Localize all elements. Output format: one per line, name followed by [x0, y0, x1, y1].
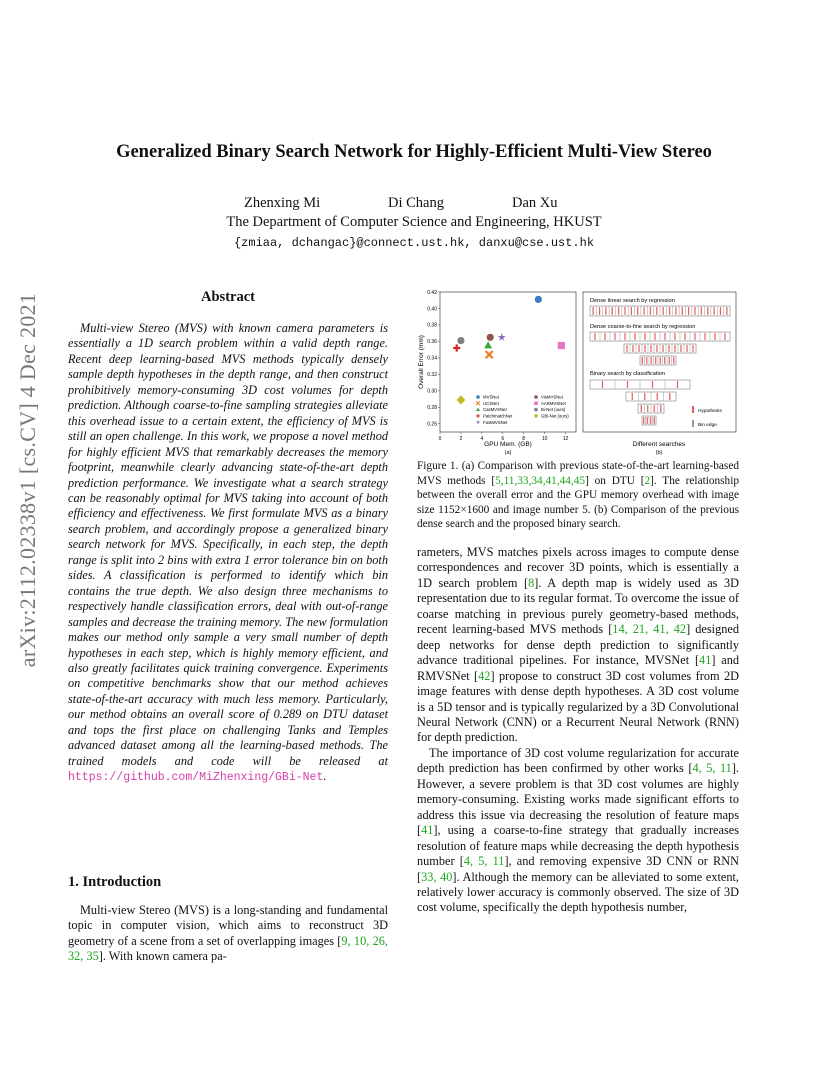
hypothesis-mark	[662, 345, 663, 352]
y-tick-group	[427, 290, 440, 428]
citation-link[interactable]: 2	[644, 474, 651, 487]
legend-label: PatchmatchNet	[483, 413, 513, 419]
author-name: Di Chang	[388, 195, 444, 211]
hypothesis-mark	[680, 345, 681, 352]
dense-search-label: Dense linear search by regression	[590, 298, 675, 304]
legend-marker	[534, 414, 538, 419]
text-run: ], and removing expensive 3D CNN or RNN [	[417, 854, 739, 884]
text-run: ], using a coarse-to-fine strategy that gradually increases resolution of feature maps while decreasing the depth hypothesis number [	[417, 823, 739, 869]
text-run: ]. However, a severe problem is that 3D cost volumes are highly memory-consuming. Existing works made significant efforts to address this issue via decreasing the resolution of feature maps [	[417, 761, 739, 838]
paper-title: Generalized Binary Search Network for Highly-Efficient Multi-View Stereo	[116, 142, 712, 162]
hypothesis-mark	[720, 307, 721, 315]
hypothesis-mark	[602, 381, 603, 388]
text-run: ]. With known camera pa-	[98, 949, 227, 964]
hypothesis-mark	[726, 307, 727, 315]
hypothesis-mark	[614, 333, 615, 340]
hypothesis-legend-label: Hypothesis	[698, 409, 722, 414]
hypothesis-mark	[650, 307, 651, 315]
figure-1	[414, 289, 740, 459]
text-run: ] on DTU [	[585, 474, 645, 487]
affiliation: The Department of Computer Science and Engineering, HKUST	[226, 214, 602, 230]
x-tick-label: 2	[459, 436, 463, 442]
intro-column	[68, 903, 388, 965]
hypothesis-mark	[632, 345, 633, 352]
hypothesis-mark	[627, 381, 628, 388]
x-tick-label: 0	[438, 436, 442, 442]
y-tick-label: 0.30	[427, 388, 437, 395]
hypothesis-mark	[646, 357, 647, 364]
hypothesis-mark	[660, 357, 661, 364]
citation-link[interactable]: 4, 5, 11	[463, 854, 505, 869]
hypothesis-mark	[654, 405, 655, 412]
text-run: ] and RMVSNet [	[417, 653, 739, 683]
hypothesis-mark	[664, 333, 665, 340]
panel-b-label: (b)	[655, 450, 663, 456]
legend-label: Bi-Net (ours)	[541, 407, 566, 413]
hypothesis-mark	[604, 333, 605, 340]
hypothesis-mark	[677, 381, 678, 388]
x-axis-label: GPU Mem. (GB)	[484, 441, 532, 448]
y-tick-label: 0.26	[427, 421, 437, 428]
citation-link[interactable]: 41	[421, 823, 434, 838]
y-tick-label: 0.38	[427, 322, 437, 329]
x-tick-label: 6	[501, 436, 505, 442]
hypothesis-mark	[593, 307, 594, 315]
data-point	[484, 341, 492, 348]
hypothesis-swatch	[692, 406, 694, 413]
text-run: rameters, MVS matches pixels across images to compute dense correspondences and recover 3D points, which is essentially a 1D search problem [	[417, 545, 739, 590]
citation-link[interactable]: 42	[478, 668, 491, 683]
hypothesis-mark	[638, 345, 639, 352]
text-run: The importance of 3D cost volume regularization for accurate depth prediction has been confirmed by other works [	[417, 745, 739, 776]
right-column-text	[417, 545, 739, 916]
x-tick-label: 8	[522, 436, 526, 442]
legend-label: VisMVSNet	[541, 394, 563, 400]
hypothesis-mark	[624, 333, 625, 340]
hypothesis-mark	[641, 405, 642, 412]
hypothesis-mark	[654, 417, 655, 424]
abstract-heading: Abstract	[201, 289, 255, 305]
paragraph	[417, 545, 739, 746]
chart-legend	[476, 395, 569, 425]
data-point	[535, 296, 542, 303]
hypothesis-mark	[669, 307, 670, 315]
hypothesis-mark	[644, 345, 645, 352]
hypothesis-mark	[644, 393, 645, 400]
figure-caption	[417, 459, 739, 532]
citation-link[interactable]: 8	[528, 575, 535, 590]
bin-edge-legend-label: Bin edge	[698, 423, 717, 428]
hypothesis-mark	[642, 357, 643, 364]
hypothesis-mark	[694, 307, 695, 315]
section-heading-introduction: 1. Introduction	[68, 874, 162, 890]
legend-marker	[476, 395, 480, 399]
hypothesis-mark	[663, 307, 664, 315]
y-tick-label: 0.42	[427, 289, 437, 296]
hypothesis-mark	[654, 333, 655, 340]
x-tick-label: 4	[480, 436, 484, 442]
dense-search-bins	[590, 306, 730, 316]
data-point	[487, 334, 494, 341]
citation-link[interactable]: 5,11,33,34,41,44,45	[495, 474, 586, 487]
hypothesis-mark	[652, 381, 653, 388]
hypothesis-mark	[643, 307, 644, 315]
hypothesis-mark	[632, 393, 633, 400]
x-tick-label: 10	[541, 436, 548, 442]
hypothesis-mark	[724, 333, 725, 340]
abstract-text	[68, 321, 388, 786]
hypothesis-mark	[631, 307, 632, 315]
citation-link[interactable]: 4, 5, 11	[692, 761, 732, 776]
hypothesis-mark	[714, 333, 715, 340]
citation-link[interactable]: 14, 21, 41, 42	[612, 622, 687, 637]
hypothesis-mark	[707, 307, 708, 315]
data-point	[453, 344, 460, 351]
hypothesis-mark	[618, 307, 619, 315]
hypothesis-mark	[624, 307, 625, 315]
bin-edge-swatch	[692, 420, 694, 427]
intro-paragraph	[68, 903, 388, 965]
y-tick-label: 0.40	[427, 306, 437, 313]
hypothesis-mark	[643, 417, 644, 424]
hypothesis-mark	[651, 357, 652, 364]
hypothesis-mark	[664, 357, 665, 364]
hypothesis-mark	[673, 357, 674, 364]
hypothesis-mark	[675, 307, 676, 315]
hypothesis-mark	[713, 307, 714, 315]
hypothesis-mark	[669, 357, 670, 364]
panel-b-xlabel: Different searches	[632, 441, 686, 448]
hypothesis-mark	[647, 417, 648, 424]
hypothesis-mark	[634, 333, 635, 340]
hypothesis-mark	[674, 333, 675, 340]
text-run: ] propose to construct 3D cost volumes from 2D image features with dense depth hypotheses. A 3D cost volume is a 5D tensor and is typically regularized by a 3D Convolutional Neural Network (CNN) or a Recurrent Neural Network (RNN) for depth prediction.	[417, 668, 739, 745]
text-run: ]. Although the memory can be alleviated to some extent, relatively lower accuracy is commonly observed. The size of 3D cost volume, specifically the depth hypothesis number,	[417, 869, 739, 915]
hypothesis-mark	[688, 307, 689, 315]
coarse-search-label: Dense coarse-to-fine search by regression	[590, 324, 696, 330]
hypothesis-mark	[686, 345, 687, 352]
binary-search-label: Binary search by classification	[590, 371, 665, 377]
hypothesis-mark	[682, 307, 683, 315]
legend-label: GBi-Net (ours)	[541, 413, 569, 419]
hypothesis-mark	[684, 333, 685, 340]
hypothesis-mark	[656, 345, 657, 352]
binary-search-bins	[590, 380, 690, 425]
hypothesis-mark	[650, 345, 651, 352]
legend-marker	[476, 414, 480, 418]
text-run: ]. A depth map is widely used as 3D representation due to its regular format. To overcome the issue of coarse matching in previous purely geometry-based methods, recent learning-based MVS methods [	[417, 575, 740, 637]
data-points	[453, 296, 565, 405]
hypothesis-mark	[612, 307, 613, 315]
legend-label: MVSNet	[483, 394, 499, 400]
legend-label: CasMVSNet	[483, 407, 507, 413]
panel-b-legend	[692, 406, 722, 428]
legend-marker	[534, 402, 538, 406]
text-run: ]. The relationship between the overall error and the GPU memory overhead with image size 1152×1600 and image number 5. (b) Comparison of the previous dense search and the proposed binary search.	[417, 474, 739, 530]
hypothesis-mark	[657, 393, 658, 400]
y-tick-label: 0.36	[427, 339, 437, 346]
hypothesis-mark	[647, 405, 648, 412]
data-point	[457, 395, 466, 404]
hypothesis-mark	[594, 333, 595, 340]
hypothesis-mark	[704, 333, 705, 340]
paragraph	[417, 746, 739, 916]
data-point	[498, 333, 506, 341]
hypothesis-mark	[605, 307, 606, 315]
hypothesis-mark	[656, 307, 657, 315]
hypothesis-mark	[644, 333, 645, 340]
x-tick-label: 12	[562, 436, 569, 442]
legend-label: UCSNet	[483, 400, 499, 406]
citation-link[interactable]: 9, 10, 26, 32, 35	[68, 933, 388, 964]
hypothesis-mark	[701, 307, 702, 315]
arxiv-id: arXiv:2112.02338v1 [cs.CV] 4 Dec 2021	[15, 292, 40, 668]
hypothesis-mark	[660, 405, 661, 412]
y-tick-label: 0.32	[427, 372, 437, 379]
hypothesis-mark	[694, 333, 695, 340]
hypothesis-mark	[626, 345, 627, 352]
author-name: Dan Xu	[512, 195, 558, 211]
author-name: Zhenxing Mi	[244, 195, 321, 211]
abstract-body: Multi-view Stereo (MVS) with known camera parameters is essentially a 1D search problem within a valid depth range. Recent deep learning-based MVS methods typically densely sample depth hypotheses in the depth range, and then construct prohibitively memory-consuming 3D cost volumes for depth prediction. Although coarse-to-fine sampling strategies alleviate this overhead issue to a certain extent, the efficiency of MVS is still an open challenge. In this work, we propose a novel method for highly efficient MVS that remarkably decreases the memory footprint, meanwhile clearly advancing state-of-the-art depth prediction performance. We investigate what a search strategy can be reasonably optimal for MVS taking into account of both efficiency and effectiveness. We first formulate MVS as a binary search problem, and accordingly propose a generalized binary search network for MVS. Specifically, in each step, the depth range is split into 2 bins with extra 1 error tolerance bin on both sides. A classification is performed to identify which bin contains the true depth. We also design three mechanisms to respectively handle classification errors, deal with out-of-range samples and decrease the training memory. The new formulation makes our method only sample a very small number of depth hypotheses in each step, which is highly memory efficient, and also greatly facilitates quick training convergence. Experiments on competitive benchmarks show that our method achieves state-of-the-art accuracy with much less memory. Particularly, our method obtains an overall score of 0.289 on DTU dataset and tops the first place on challenging Tanks and Temples advanced dataset among all the learning-based methods. The trained models and code will be released at	[68, 321, 388, 768]
legend-marker	[534, 408, 538, 412]
legend-marker	[476, 407, 480, 411]
author-emails: {zmiaa, dchangac}@connect.ust.hk, danxu@cse.ust.hk	[233, 236, 595, 250]
hypothesis-mark	[668, 345, 669, 352]
hypothesis-mark	[692, 345, 693, 352]
figure-1-svg	[414, 289, 740, 459]
legend-marker	[534, 395, 538, 399]
hypothesis-mark	[655, 357, 656, 364]
hypothesis-mark	[599, 307, 600, 315]
text-run: Multi-view Stereo (MVS) is a long-standing and fundamental topic in computer vision, which aims to reconstruct 3D geometry of a scene from a set of overlapping images [	[68, 903, 388, 948]
citation-link[interactable]: 41	[699, 653, 712, 668]
legend-marker	[476, 402, 480, 406]
hypothesis-mark	[674, 345, 675, 352]
hypothesis-mark	[650, 417, 651, 424]
legend-label: AARMVSNet	[541, 400, 566, 406]
panel-a-label: (a)	[504, 450, 512, 456]
legend-label: FastMVSNet	[483, 419, 508, 425]
citation-link[interactable]: 33, 40	[421, 869, 453, 884]
hypothesis-mark	[669, 393, 670, 400]
hypothesis-mark	[637, 307, 638, 315]
data-point	[558, 342, 565, 349]
data-point	[486, 351, 493, 358]
y-axis-label: Overall Error (mm)	[418, 335, 425, 389]
y-tick-label: 0.34	[427, 355, 437, 362]
abstract-end: .	[323, 769, 327, 784]
data-point	[457, 337, 464, 344]
code-link[interactable]: https://github.com/MiZhenxing/GBi-Net	[68, 771, 324, 785]
text-run: Figure 1. (a) Comparison with previous state-of-the-art learning-based MVS methods [	[417, 460, 739, 487]
arxiv-watermark	[8, 290, 48, 670]
text-run: ] designed deep networks for dense depth prediction to significantly advance traditional pipelines. For instance, MVSNet [	[417, 622, 739, 668]
coarse-search-bins	[590, 332, 730, 365]
legend-marker	[476, 420, 480, 424]
y-tick-label: 0.28	[427, 405, 437, 412]
